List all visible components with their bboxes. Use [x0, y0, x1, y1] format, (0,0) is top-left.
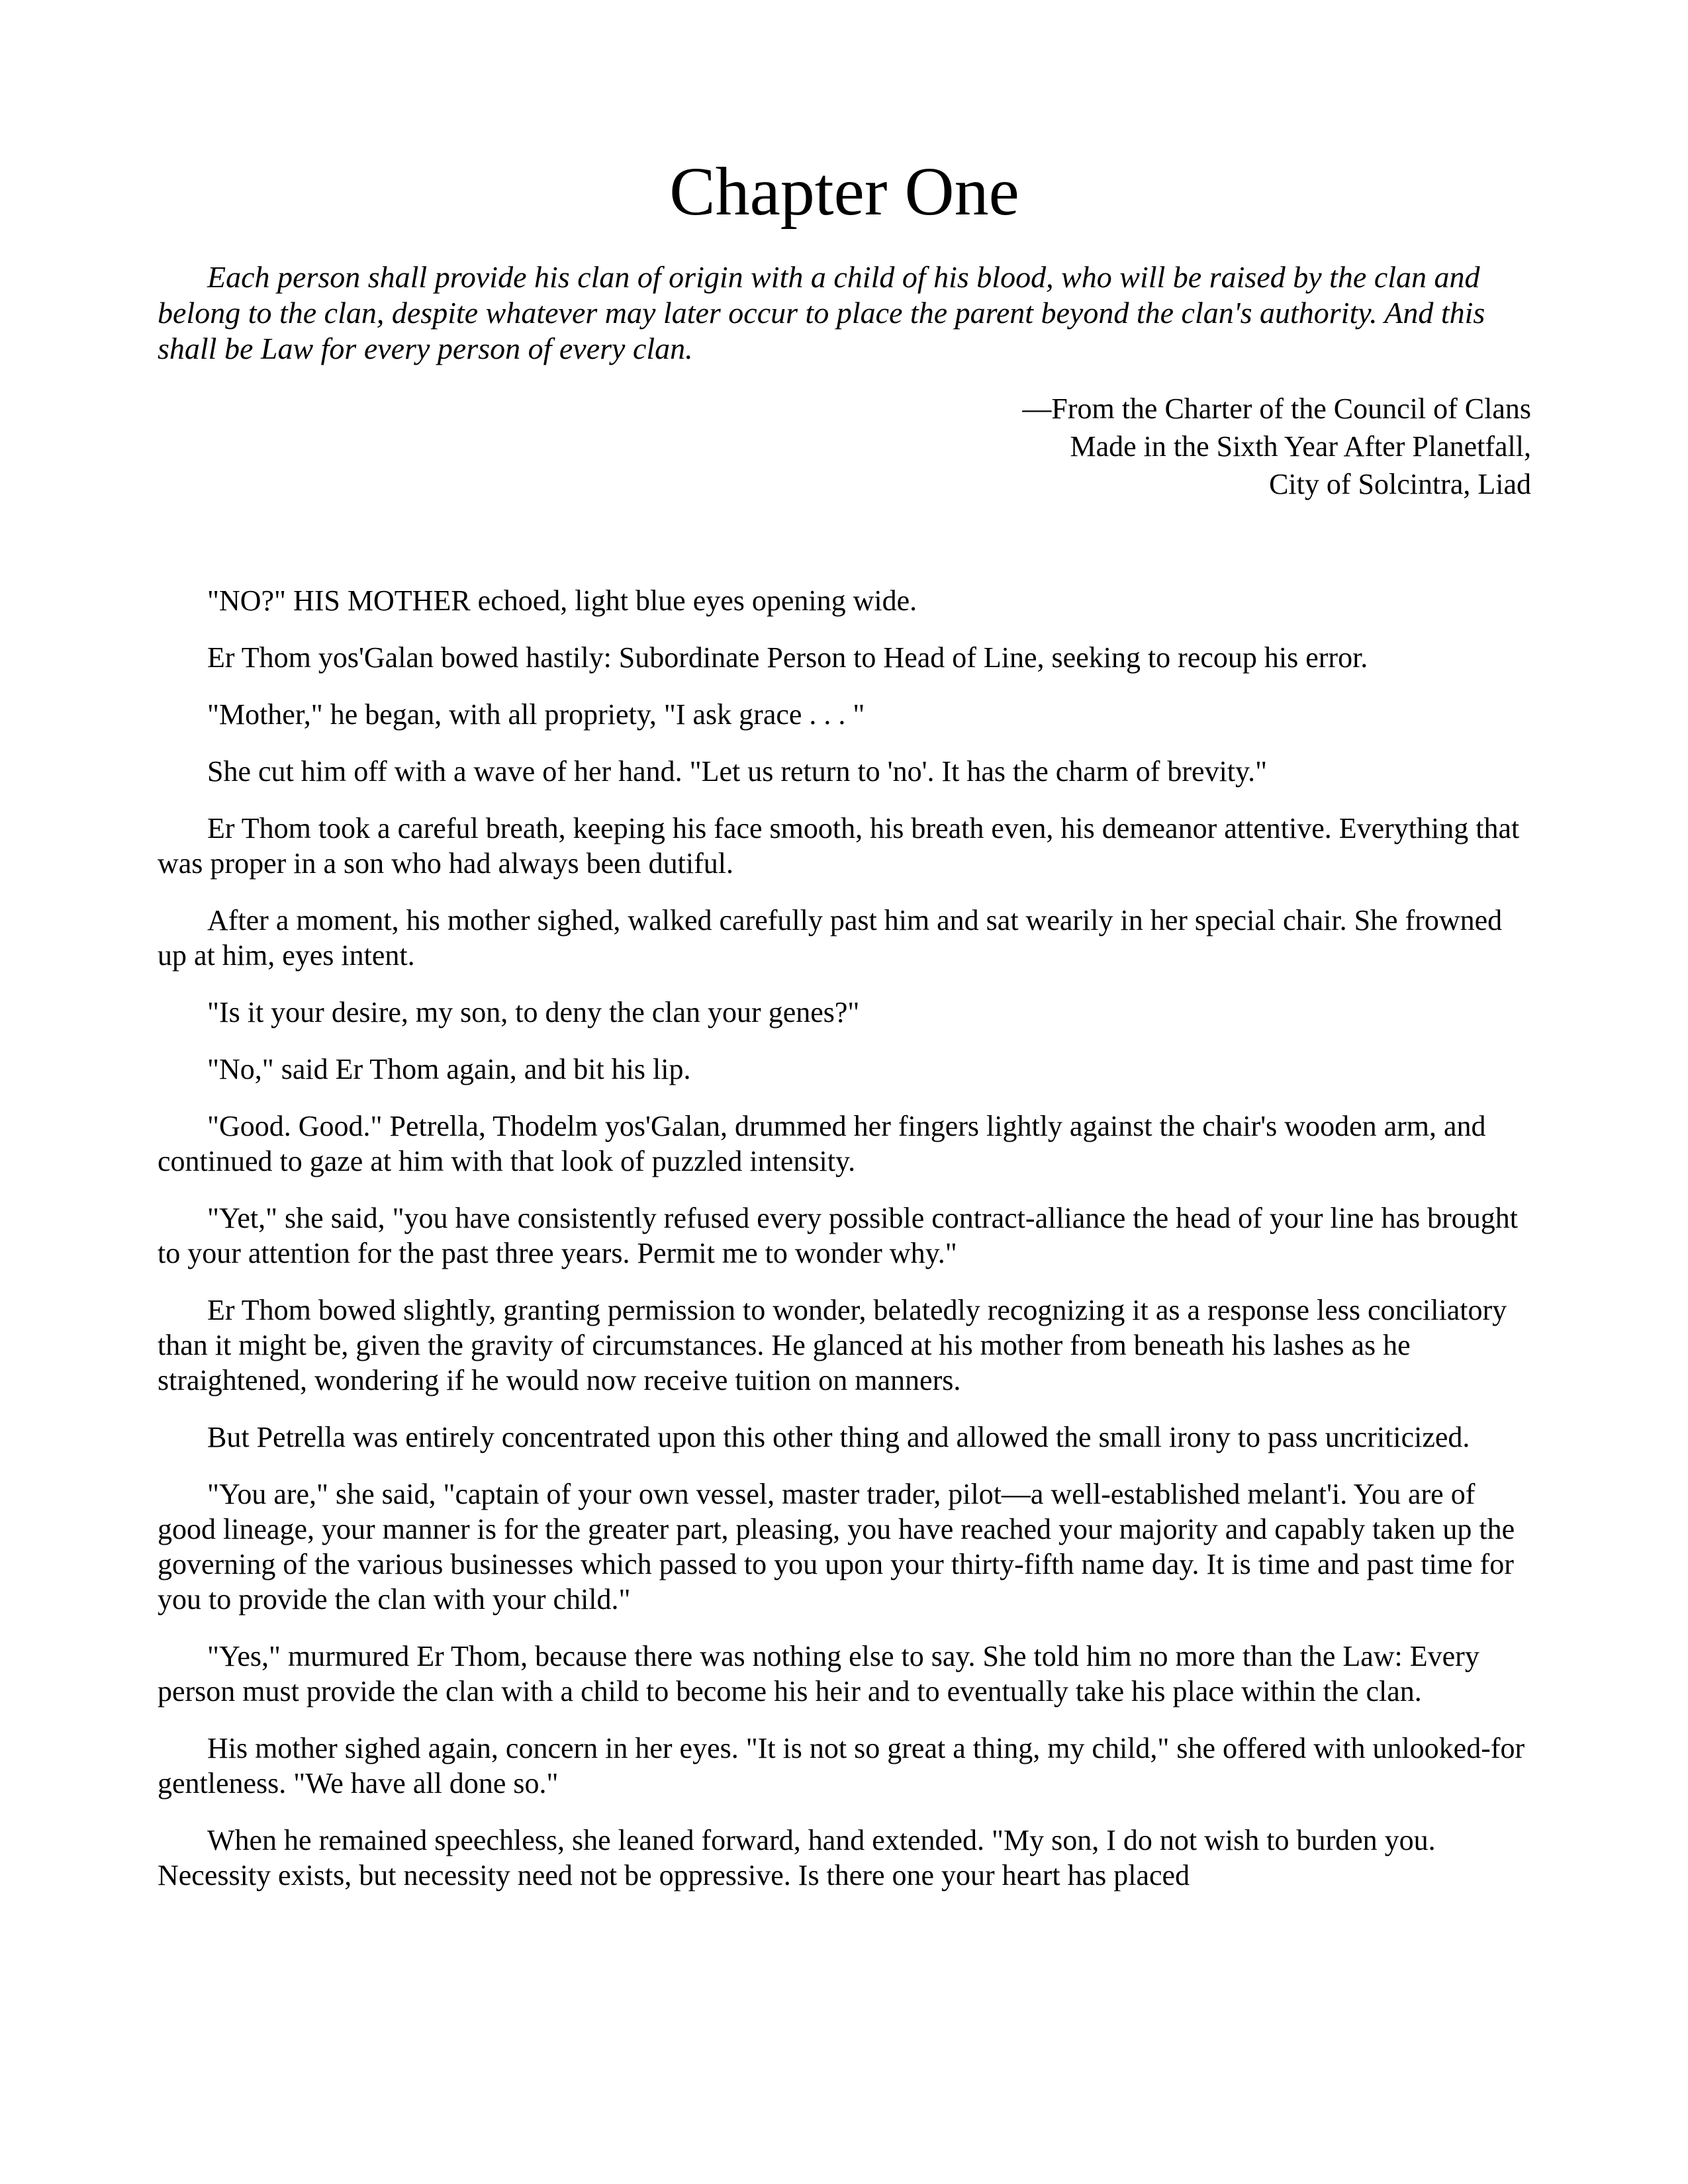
attribution-place: City of Solcintra, Liad — [1269, 468, 1531, 501]
body-paragraph: "Is it your desire, my son, to deny the clan your genes?" — [207, 996, 860, 1029]
body-paragraph: Er Thom yos'Galan bowed hastily: Subordinate Person to Head of Line, seeking to recoup his error. — [207, 641, 1368, 674]
body-paragraph: She cut him off with a wave of her hand. "Let us return to 'no'. It has the charm of brevity." — [207, 755, 1268, 788]
epigraph-attribution — [158, 390, 1531, 503]
body-paragraph: Er Thom took a careful breath, keeping his face smooth, his breath even, his demeanor attentive. Everything that was proper in a son who had always been dutiful. — [158, 812, 1520, 880]
body-paragraph: But Petrella was entirely concentrated upon this other thing and allowed the small irony to pass uncriticized. — [207, 1421, 1470, 1454]
body-paragraph: "No," said Er Thom again, and bit his lip. — [207, 1053, 691, 1086]
body-paragraph: Er Thom bowed slightly, granting permission to wonder, belatedly recognizing it as a response less conciliatory than it might be, given the gravity of circumstances. He glanced at his mother from beneath his lashes as he straightened, wondering if he would now receive tuition on manners. — [158, 1294, 1507, 1397]
body-paragraph: "NO?" HIS MOTHER echoed, light blue eyes opening wide. — [207, 584, 917, 617]
body-paragraph: When he remained speechless, she leaned forward, hand extended. "My son, I do not wish to burden you. Necessity exists, but necessity need not be oppressive. Is there one your heart has placed — [158, 1824, 1436, 1892]
body-paragraph: "Yes," murmured Er Thom, because there was nothing else to say. She told him no more than the Law: Every person must provide the clan with a child to become his heir and to eventually take his place within the clan. — [158, 1640, 1479, 1708]
attribution-source: —From the Charter of the Council of Clans — [1022, 392, 1531, 426]
body-paragraph: His mother sighed again, concern in her eyes. "It is not so great a thing, my child," she offered with unlooked-for gentleness. "We have all done so." — [158, 1732, 1525, 1800]
body-paragraph: "Mother," he began, with all propriety, "I ask grace . . . " — [207, 698, 865, 731]
body-paragraph: "Good. Good." Petrella, Thodelm yos'Galan, drummed her fingers lightly against the chair's wooden arm, and continued to gaze at him with that look of puzzled intensity. — [158, 1110, 1486, 1178]
body-paragraph: After a moment, his mother sighed, walked carefully past him and sat wearily in her special chair. She frowned up at him, eyes intent. — [158, 904, 1503, 972]
body-paragraph: "Yet," she said, "you have consistently refused every possible contract-alliance the head of your line has brought to your attention for the past three years. Permit me to wonder why." — [158, 1202, 1518, 1270]
attribution-date: Made in the Sixth Year After Planetfall, — [1070, 430, 1531, 463]
epigraph-quote: Each person shall provide his clan of origin with a child of his blood, who will be raised by the clan and belong to the clan, despite whatever may later occur to place the parent beyond the clan's authority. And this shall be Law for every person of every clan. — [158, 260, 1485, 366]
chapter-body — [158, 583, 1531, 1893]
body-paragraph: "You are," she said, "captain of your own vessel, master trader, pilot—a well-established melant'i. You are of good lineage, your manner is for the greater part, pleasing, you have reached your majority and capably taken up the governing of the various businesses which passed to you upon your thirty-fifth name day. It is time and past time for you to provide the clan with your child." — [158, 1478, 1515, 1616]
chapter-title: Chapter One — [669, 154, 1019, 230]
